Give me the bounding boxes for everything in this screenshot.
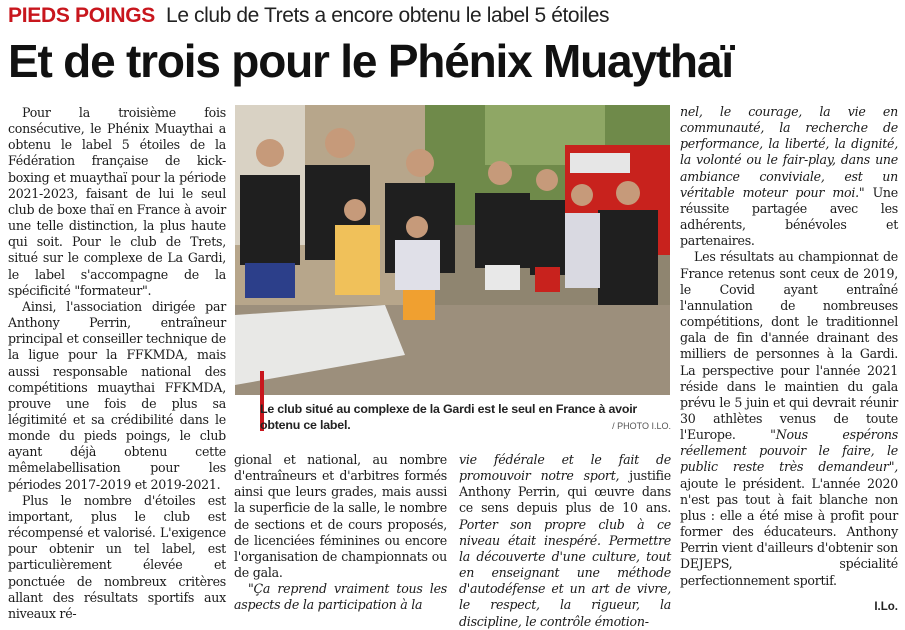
section-rubric: PIEDS POINGS	[8, 4, 155, 27]
quote-text: Porter son propre club à ce niveau était inespéré. Permettre la découverte d'une culture, tout en enseignant une méthode d'autodéfense et un art de vivre, le respect, la rigueur, la discipline, le contrôle émotion-	[459, 516, 671, 629]
paragraph: Ainsi, l'association dirigée par Anthony Perrin, entraîneur principal et conseiller technique de la ligue pour la FFKMDA, mais aussi responsable national des compétitions muaythai FFKMDA, prouve une fois de plus sa légitimité et sa crédibilité dans le monde du pieds poings, le club ayant déjà obtenu cette mêmelabellisation pour les périodes 2017-2019 et 2019-2021.	[8, 298, 226, 492]
paragraph: Plus le nombre d'étoiles est important, plus le club est récompensé et valorisé. L'exigence pour obtenir un tel label, est particulièrement élevée et ponctuée de nombreux critères allant des résultats sportifs aux niveaux ré-	[8, 492, 226, 621]
body-text: Une réussite partagée avec les adhérents, bénévoles et partenaires.	[680, 184, 899, 249]
photo-caption: Le club situé au complexe de la Gardi est le seul en France à avoir obtenu ce label.	[260, 402, 638, 432]
paragraph: Pour la troisième fois consécutive, le Phénix Muaythai a obtenu le label 5 étoiles de la Fédération française de kick-boxing et muaythaï pour la période 2021-2023, faisant de lui le seul club de boxe thaï en France à avoir une telle distinction, la plus haute qui soit. Pour le club de Trets, situé sur le complexe de La Gardi, le label s'accompagne de la spécificité "formateur".	[8, 105, 226, 298]
quote-text: nel, le courage, la vie en communauté, la recherche de performance, la liberté, la dignité, la volonté ou le fair-play, dans une ambiance conviviale, est un véritable moteur pour moi."	[680, 104, 898, 200]
body-text: Les résultats au championnat de France retenus sont ceux de 2019, le Covid ayant entraîné l'annulation de nombreuses compétitions, dont le traditionnel gala de fin d'année drainant des milliers de personnes à la Gardi. La perspective pour l'année 2021 réside dans le maintien du gala prévu le 5 juin et qui devrait réunir 30 athlètes venus de toute l'Europe.	[680, 249, 898, 443]
article-column-4	[680, 104, 898, 589]
article-photo	[235, 105, 670, 395]
paragraph	[680, 249, 898, 588]
kicker	[8, 4, 609, 30]
kicker-deck: Le club de Trets a encore obtenu le label 5 étoiles	[166, 4, 610, 27]
photo-credit: / PHOTO I.LO.	[612, 421, 671, 431]
quote-text: "Ça reprend vraiment tous les aspects de la participation à la	[234, 581, 447, 613]
quote-text: "Nous espérons réellement pouvoir le faire, le public reste très demandeur",	[680, 427, 898, 475]
article-headline: Et de trois pour le Phénix Muaythaï	[8, 35, 733, 87]
paragraph	[680, 104, 898, 249]
paragraph: gional et national, au nombre d'entraîneurs et d'arbitres formés ainsi que leurs grades, mais aussi la superficie de la salle, le nombre de sections et de cours proposés, de licenciées féminines ou encore l'organisation de championnats ou de gala.	[234, 452, 447, 581]
article-column-1	[8, 105, 226, 622]
quote-text: vie fédérale et le fait de promouvoir notre sport,	[459, 452, 671, 484]
body-text: justifie Anthony Perrin, qui œuvre dans ce sens depuis plus de 10 ans.	[459, 468, 671, 516]
paragraph	[234, 581, 447, 613]
article-column-2	[234, 452, 447, 614]
author-signature: I.Lo.	[874, 601, 898, 613]
group-photo-illustration	[235, 105, 670, 395]
article-column-3	[459, 452, 671, 630]
body-text: ajoute le président. L'année 2020 n'est pas tout à fait blanche non plus : elle a été mise à profit pour former des éducateurs. Anthony Perrin vient d'ailleurs d'obtenir son DEJEPS, spécialité perfectionnement sportif.	[680, 475, 898, 588]
paragraph	[459, 452, 671, 630]
